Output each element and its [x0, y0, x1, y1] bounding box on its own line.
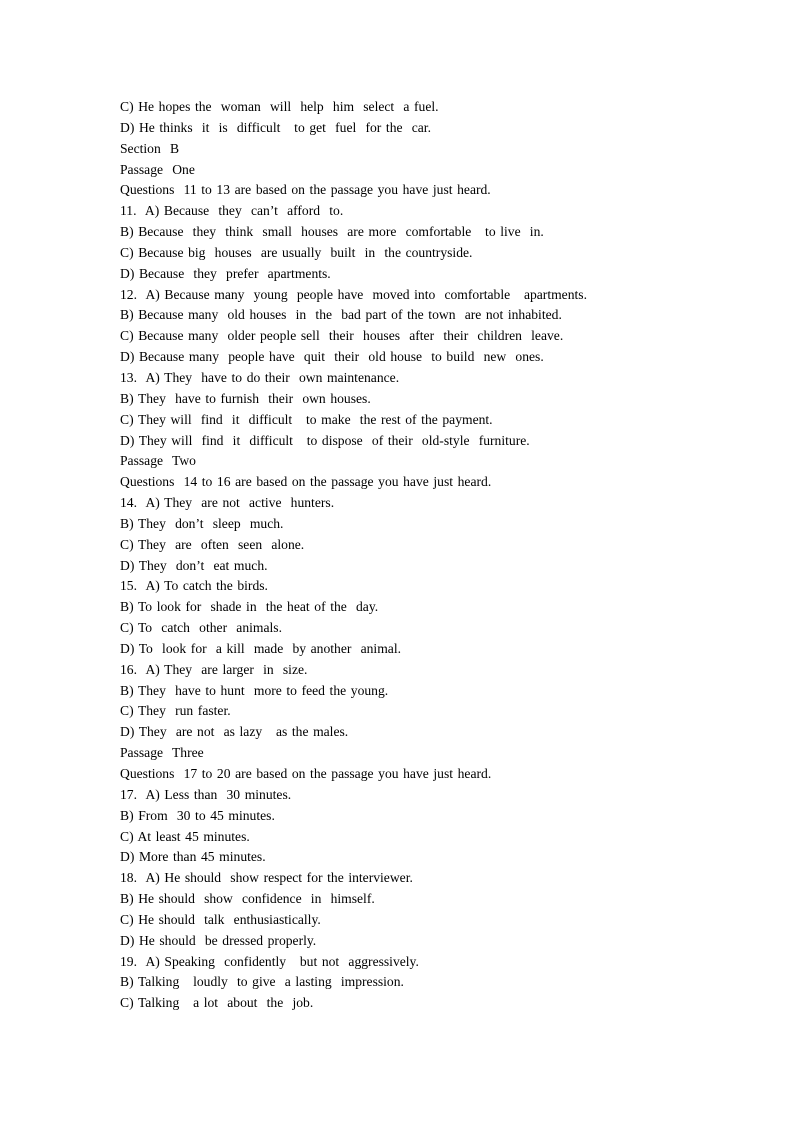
question-option: 14. A) They are not active hunters. [120, 495, 335, 511]
passage-heading: Passage One [120, 161, 195, 177]
question-option: B) They don’t sleep much. [120, 515, 284, 531]
question-option: 16. A) They are larger in size. [120, 661, 308, 677]
question-option: 15. A) To catch the birds. [120, 578, 268, 594]
question-option: C) They run faster. [120, 703, 231, 719]
question-option: B) Because many old houses in the bad part of the town are not inhabited. [120, 307, 562, 323]
questions-intro: Questions 14 to 16 are based on the passage you have just heard. [120, 474, 492, 490]
section-heading: Section B [120, 140, 180, 156]
questions-intro: Questions 11 to 13 are based on the passage you have just heard. [120, 182, 491, 198]
question-option: C) They will find it difficult to make the rest of the payment. [120, 411, 493, 427]
question-option: 19. A) Speaking confidently but not aggressively. [120, 953, 419, 969]
text-line: C) He hopes the woman will help him select a fuel. [120, 99, 439, 114]
question-option: B) They have to hunt more to feed the young. [120, 682, 389, 698]
question-option: 11. A) Because they can’t afford to. [120, 203, 344, 219]
question-option: B) To look for shade in the heat of the day. [120, 599, 379, 615]
question-option: C) Talking a lot about the job. [120, 995, 314, 1011]
text-line: D) He thinks it is difficult to get fuel for the car. [120, 119, 431, 135]
passage-heading: Passage Two [120, 453, 196, 469]
question-option: D) They don’t eat much. [120, 557, 268, 573]
question-option: B) From 30 to 45 minutes. [120, 807, 275, 823]
question-option: D) Because many people have quit their old house to build new ones. [120, 349, 544, 365]
document-body [120, 97, 680, 1014]
question-option: C) Because many older people sell their houses after their children leave. [120, 328, 564, 344]
question-option: D) He should be dressed properly. [120, 932, 317, 948]
question-option: B) Because they think small houses are more comfortable to live in. [120, 224, 544, 240]
question-option: B) He should show confidence in himself. [120, 891, 375, 907]
question-option: D) They are not as lazy as the males. [120, 724, 349, 740]
question-option: B) Talking loudly to give a lasting impression. [120, 974, 404, 990]
question-option: D) They will find it difficult to dispose of their old-style furniture. [120, 432, 530, 448]
passage-heading: Passage Three [120, 745, 204, 761]
question-option: 13. A) They have to do their own maintenance. [120, 369, 400, 385]
question-option: D) More than 45 minutes. [120, 849, 266, 865]
question-option: C) At least 45 minutes. [120, 828, 250, 844]
question-option: 17. A) Less than 30 minutes. [120, 786, 292, 802]
question-option: B) They have to furnish their own houses. [120, 390, 371, 406]
question-option: C) He should talk enthusiastically. [120, 911, 321, 927]
question-option: 18. A) He should show respect for the interviewer. [120, 870, 413, 886]
question-option: 12. A) Because many young people have moved into comfortable apartments. [120, 286, 587, 302]
question-option: D) To look for a kill made by another animal. [120, 640, 401, 656]
question-option: D) Because they prefer apartments. [120, 265, 331, 281]
question-option: C) Because big houses are usually built in the countryside. [120, 244, 473, 260]
question-option: C) To catch other animals. [120, 620, 282, 636]
question-option: C) They are often seen alone. [120, 536, 305, 552]
questions-intro: Questions 17 to 20 are based on the passage you have just heard. [120, 766, 492, 781]
